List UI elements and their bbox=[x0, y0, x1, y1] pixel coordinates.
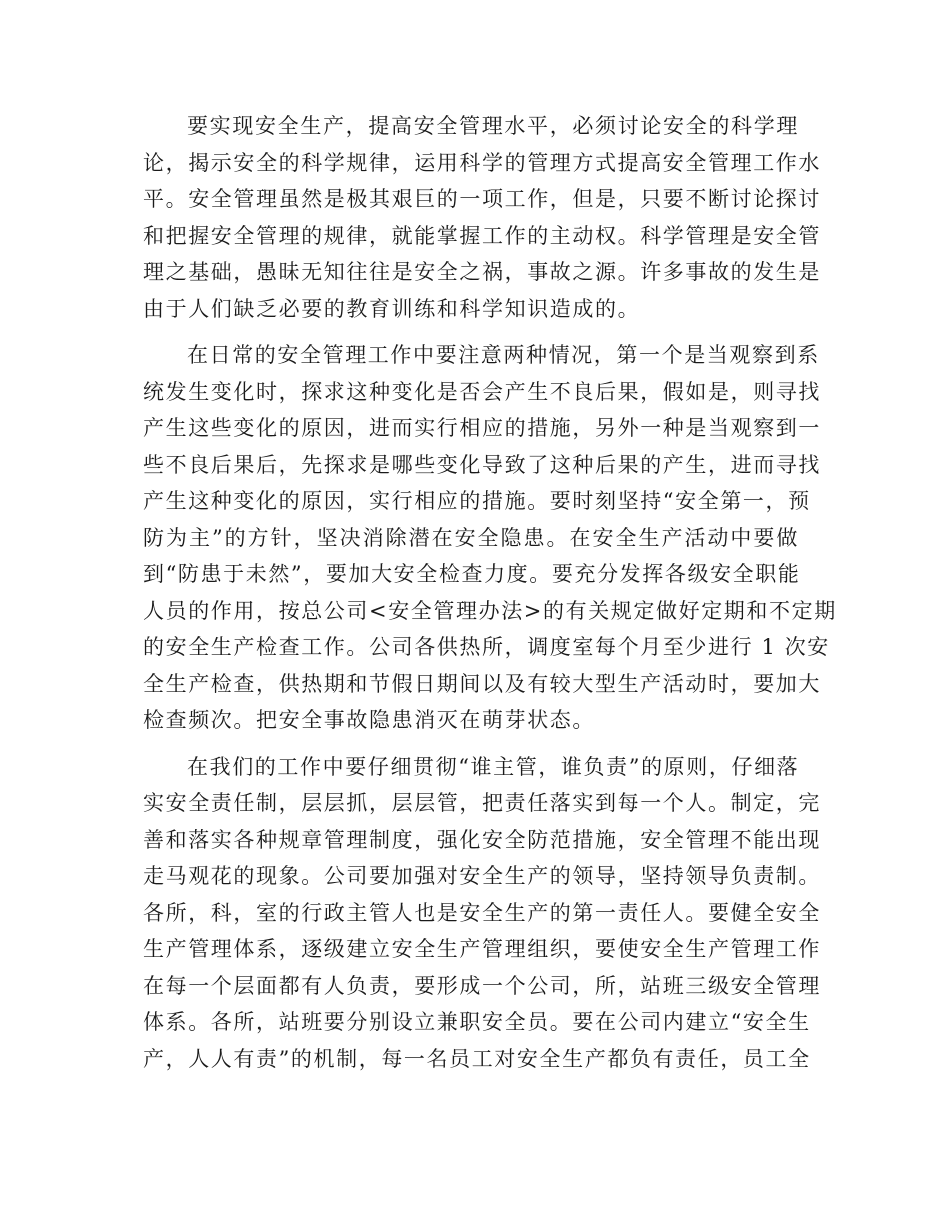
paragraph-1 bbox=[143, 108, 821, 327]
text-line: 体系。各所，站班要分别设立兼职安全员。要在公司内建立“安全生 bbox=[143, 1010, 811, 1034]
text-line: 和把握安全管理的规律，就能掌握工作的主动权。科学管理是安全管 bbox=[143, 223, 821, 248]
text-line: 论，揭示安全的科学规律，运用科学的管理方式提高安全管理工作水 bbox=[143, 150, 821, 175]
text-line: 产，人人有责”的机制，每一名员工对安全生产都负有责任，员工全 bbox=[143, 1046, 811, 1071]
text-line: 到“防患于未然”，要加大安全检查力度。要充分发挥各级安全职能 bbox=[143, 562, 801, 586]
text-line: 平。安全管理虽然是极其艰巨的一项工作，但是，只要不断讨论探讨 bbox=[143, 187, 821, 211]
text-line: 各所，科，室的行政主管人也是安全生产的第一责任人。要健全安全 bbox=[143, 900, 821, 925]
text-line: 善和落实各种规章管理制度，强化安全防范措施，安全管理不能出现 bbox=[143, 827, 821, 852]
text-line: 在每一个层面都有人负责，要形成一个公司，所，站班三级安全管理 bbox=[143, 973, 821, 998]
text-line: 统发生变化时，探求这种变化是否会产生不良后果，假如是，则寻找 bbox=[143, 379, 821, 404]
document-page bbox=[143, 108, 837, 1077]
text-line: 走马观花的现象。公司要加强对安全生产的领导，坚持领导负责制。 bbox=[143, 864, 821, 888]
text-line: 人员的作用，按总公司<安全管理办法>的有关规定做好定期和不定期 bbox=[143, 598, 837, 623]
text-line: 产生这种变化的原因，实行相应的措施。要时刻坚持“安全第一，预 bbox=[143, 489, 811, 513]
paragraph-3 bbox=[143, 749, 821, 1078]
text-line: 在我们的工作中要仔细贯彻“谁主管，谁负责”的原则，仔细落 bbox=[187, 754, 800, 779]
text-line: 检查频次。把安全事故隐患消灭在萌芽状态。 bbox=[143, 708, 595, 732]
text-line: 在日常的安全管理工作中要注意两种情况，第一个是当观察到系 bbox=[187, 343, 820, 367]
text-line: 生产管理体系，逐级建立安全生产管理组织，要使安全生产管理工作 bbox=[143, 937, 821, 961]
paragraph-2 bbox=[143, 337, 837, 739]
text-line: 全生产检查，供热期和节假日期间以及有较大型生产活动时，要加大 bbox=[143, 671, 821, 696]
text-line: 产生这些变化的原因，进而实行相应的措施，另外一种是当观察到一 bbox=[143, 416, 821, 440]
text-line: 要实现安全生产，提高安全管理水平，必须讨论安全的科学理 bbox=[187, 114, 799, 138]
text-line: 由于人们缺乏必要的教育训练和科学知识造成的。 bbox=[143, 296, 641, 321]
text-line: 实安全责任制，层层抓，层层管，把责任落实到每一个人。制定，完 bbox=[143, 791, 821, 815]
text-line: 理之基础，愚昧无知往往是安全之祸，事故之源。许多事故的发生是 bbox=[143, 260, 821, 284]
text-line: 的安全生产检查工作。公司各供热所，调度室每个月至少进行 1 次安 bbox=[143, 635, 830, 659]
text-line: 些不良后果后，先探求是哪些变化导致了这种后果的产生，进而寻找 bbox=[143, 452, 821, 477]
text-line: 防为主”的方针，坚决消除潜在安全隐患。在安全生产活动中要做 bbox=[143, 525, 799, 550]
